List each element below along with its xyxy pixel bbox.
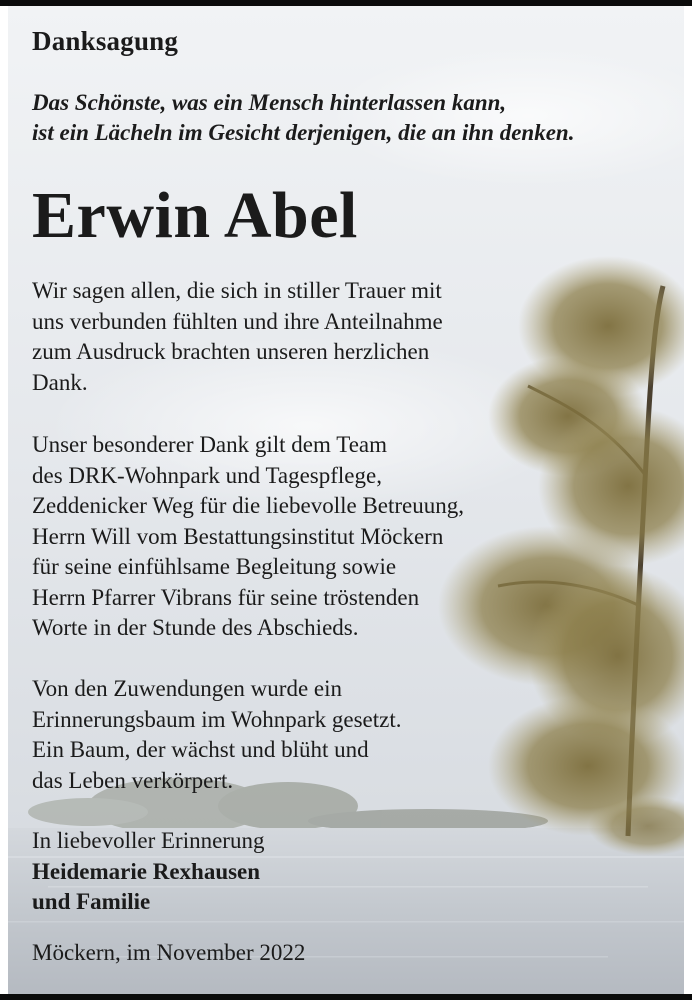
memorial-quote xyxy=(32,88,672,148)
quote-line: Das Schönste, was ein Mensch hinterlassen kann, xyxy=(32,90,507,115)
special-thanks-paragraph xyxy=(32,430,552,644)
paragraph-line: das Leben verkörpert. xyxy=(32,767,234,793)
closing-signature xyxy=(32,826,264,918)
paragraph-line: Herrn Will vom Bestattungsinstitut Möckern xyxy=(32,523,444,549)
deceased-name: Erwin Abel xyxy=(32,179,358,252)
quote-line: ist ein Lächeln im Gesicht derjenigen, die an ihn denken. xyxy=(32,120,575,145)
obituary-card xyxy=(8,6,684,994)
paragraph-line: des DRK-Wohnpark und Tagespflege, xyxy=(32,462,382,488)
thanks-paragraph xyxy=(32,276,532,398)
closing-intro: In liebevoller Erinnerung xyxy=(32,828,265,853)
page-title: Danksagung xyxy=(32,26,179,56)
bottom-border xyxy=(0,994,692,1000)
text-content xyxy=(8,6,684,994)
signer-family: und Familie xyxy=(32,889,151,914)
paragraph-line: Zeddenicker Weg für die liebevolle Betreuung, xyxy=(32,493,465,518)
top-border xyxy=(0,0,692,6)
paragraph-line: Erinnerungsbaum im Wohnpark gesetzt. xyxy=(32,706,402,732)
paragraph-line: Wir sagen allen, die sich in stiller Trauer mit xyxy=(32,278,442,303)
place-and-date: Möckern, im November 2022 xyxy=(32,940,306,965)
paragraph-line: zum Ausdruck brachten unseren herzlichen xyxy=(32,339,430,364)
paragraph-line: Worte in der Stunde des Abschieds. xyxy=(32,615,359,640)
paragraph-line: Herrn Pfarrer Vibrans für seine tröstenden xyxy=(32,584,420,610)
paragraph-line: uns verbunden fühlten und ihre Anteilnahme xyxy=(32,308,443,334)
paragraph-line: Dank. xyxy=(32,369,88,395)
memorial-tree-paragraph xyxy=(32,674,532,796)
paragraph-line: Unser besonderer Dank gilt dem Team xyxy=(32,432,387,457)
paragraph-line: Von den Zuwendungen wurde ein xyxy=(32,676,343,701)
signer-name: Heidemarie Rexhausen xyxy=(32,858,261,884)
paragraph-line: Ein Baum, der wächst und blüht und xyxy=(32,737,369,762)
paragraph-line: für seine einfühlsame Begleitung sowie xyxy=(32,554,397,579)
